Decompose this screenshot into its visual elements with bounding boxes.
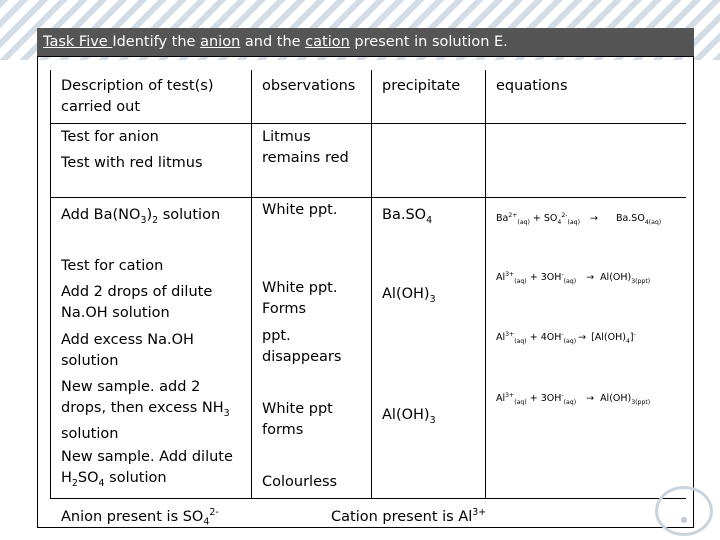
cation-conclusion: Cation present is $Al^{3+}$ xyxy=(331,507,487,525)
equation-barium-sulfate: $Ba^{2+}_{(aq)} + SO_4^{2-}_{(aq)} \to Ba.SO_{4(aq)}$ xyxy=(496,212,662,227)
equation-aluminium-hydroxide-2: $Al^{3+}_{(aq)} + 3OH^-_{(aq)} \to Al(OH)_{3(ppt)}$ xyxy=(496,392,651,407)
ppt-disappears-observation: ppt. disappears xyxy=(262,328,342,365)
task-title xyxy=(37,28,694,56)
header-precipitate: precipitate xyxy=(382,78,461,94)
aluminium-hydroxide-precipitate: $Al(OH)_3$ xyxy=(382,286,436,305)
column-divider xyxy=(485,70,486,498)
arrow-icon: → xyxy=(586,393,595,405)
arrow-icon: → xyxy=(578,332,587,344)
dilute-naoh-test: Add 2 drops of dilute Na.OH solution xyxy=(61,284,213,321)
sulfuric-acid-test-line1: New sample. Add dilute xyxy=(61,449,233,465)
red-litmus-test: Test with red litmus xyxy=(61,155,203,171)
sulfuric-acid-test-line2: $H_2SO_4$ solution xyxy=(61,470,167,489)
task-label: Task Five xyxy=(43,34,113,50)
header-equations: equations xyxy=(496,78,568,94)
white-ppt-forms-ammonia: White ppt forms xyxy=(262,401,333,438)
row-divider xyxy=(50,498,686,499)
barium-sulfate-precipitate: $Ba.SO_4$ xyxy=(382,207,433,226)
anion-word: anion xyxy=(200,34,241,50)
title-text-1: Identify the xyxy=(112,34,201,50)
colourless-observation: Colourless xyxy=(262,474,338,490)
barium-nitrate-test: Add $Ba(NO_3)_2$ solution xyxy=(61,207,221,226)
cation-word: cation xyxy=(305,34,350,50)
arrow-icon: → xyxy=(586,272,595,284)
title-text-2: and the xyxy=(240,34,306,50)
anion-conclusion: Anion present is $SO_4^{2-}$ xyxy=(61,507,219,528)
litmus-observation: Litmus remains red xyxy=(262,129,349,166)
column-divider xyxy=(371,70,372,498)
equation-aluminium-hydroxide: $Al^{3+}_{(aq)} + 3OH^-_{(aq)} \to Al(OH)_{3(ppt)}$ xyxy=(496,271,651,286)
watermark-logo: ● xyxy=(655,486,713,536)
row-divider xyxy=(50,123,686,124)
arrow-icon: → xyxy=(589,213,598,225)
aluminium-hydroxide-precipitate-2: $Al(OH)_3$ xyxy=(382,407,436,426)
equation-aluminate: $Al^{3+}_{(aq)} + 4OH^-_{(aq)} \to [Al(OH)_4]^-$ xyxy=(496,331,636,346)
row-divider xyxy=(50,197,686,198)
header-observations: observations xyxy=(262,78,356,94)
column-divider xyxy=(50,70,51,498)
excess-naoh-test: Add excess Na.OH solution xyxy=(61,332,194,369)
column-divider xyxy=(251,70,252,498)
ammonia-test: New sample. add 2 drops, then excess $NH_3$ solution xyxy=(61,379,230,442)
anion-test-label: Test for anion xyxy=(61,129,159,145)
title-text-3: present in solution E. xyxy=(349,34,508,50)
cation-test-label: Test for cation xyxy=(61,258,164,274)
header-description: Description of test(s) carried out xyxy=(61,78,214,115)
white-ppt-forms-observation: White ppt. Forms xyxy=(262,280,338,317)
white-ppt-observation: White ppt. xyxy=(262,202,338,218)
